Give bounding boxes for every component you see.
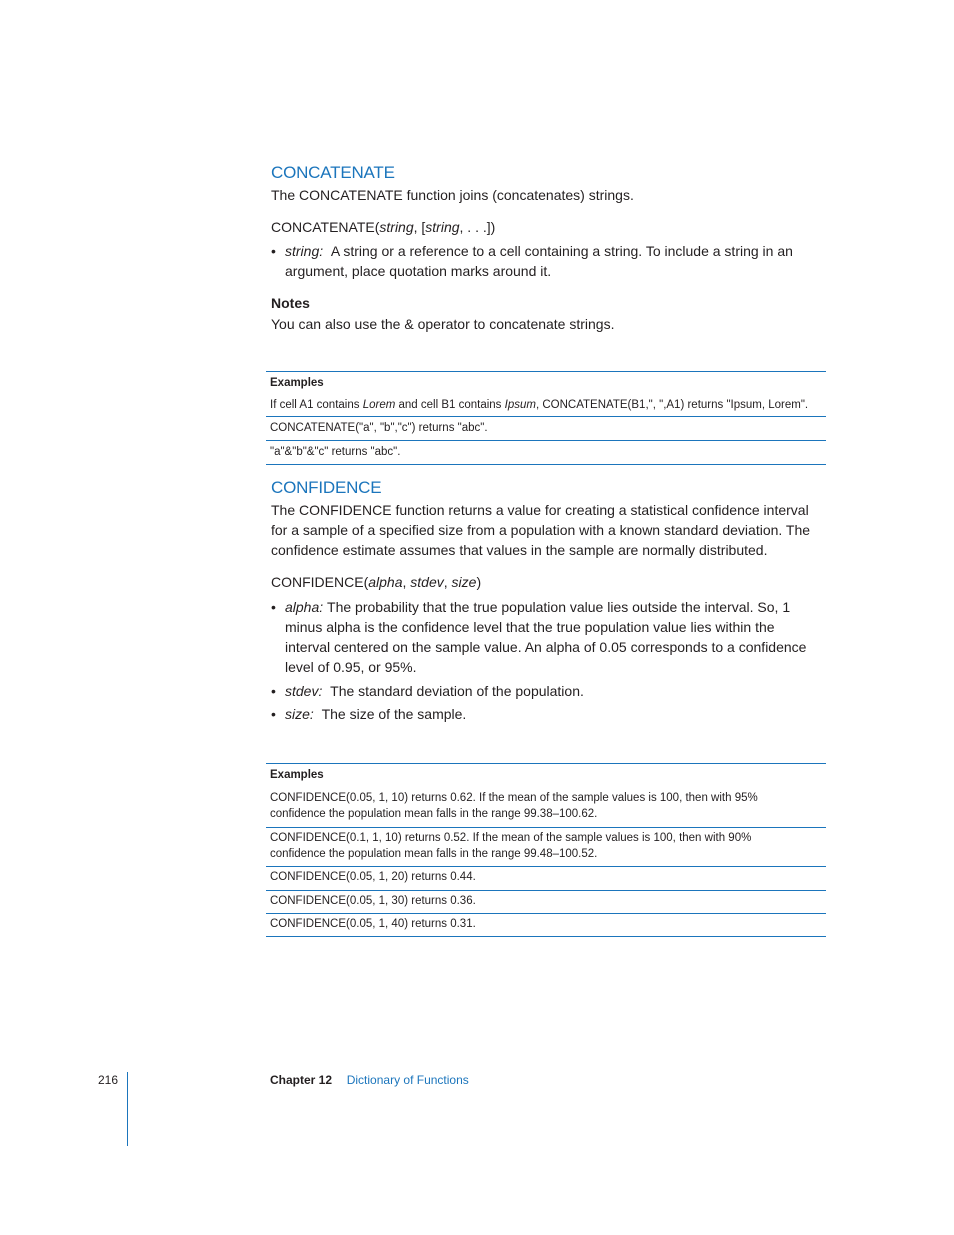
cell-text: and cell B1 contains [395,399,505,411]
concatenate-syntax [271,219,495,235]
argument-text-continued: argument, place quotation marks around it. [285,263,552,279]
footer-chapter [270,1073,469,1087]
confidence-description [271,500,831,560]
syntax-sep: , [402,574,411,590]
syntax-sep: , [443,574,452,590]
notes-text: You can also use the & operator to concatenate strings. [271,316,615,332]
argument-text: The size of the sample. [321,706,467,722]
bullet-icon: • [271,683,276,699]
confidence-syntax [271,574,481,590]
argument-text: A string or a reference to a cell containing a string. To include a string in an [330,243,793,259]
bullet-icon: • [271,706,276,722]
cell-text: Ipsum [504,399,536,411]
table-row: CONFIDENCE(0.05, 1, 40) returns 0.31. [266,914,826,937]
concatenate-description: The CONCATENATE function joins (concatenates) strings. [271,187,634,203]
argument-item-stdev [271,681,825,701]
table-row: CONFIDENCE(0.05, 1, 30) returns 0.36. [266,891,826,914]
argument-text-continued: minus alpha is the confidence level that the true population value lies within the [285,619,775,635]
confidence-heading: CONFIDENCE [271,478,382,497]
table-row [266,394,826,417]
syntax-arg: string [425,219,460,235]
examples-heading: Examples [270,769,324,781]
argument-term: alpha: [285,599,324,615]
argument-text: The probability that the true population value lies outside the interval. So, 1 [327,599,791,615]
syntax-function-name: CONFIDENCE [271,574,364,590]
syntax-sep: , [ [413,219,426,235]
syntax-function-name: CONCATENATE [271,219,375,235]
table-row [266,788,826,828]
bullet-icon: • [271,243,276,259]
argument-text: The standard deviation of the population. [330,683,584,699]
cell-text: Lorem [362,399,396,411]
table-row: "a"&"b"&"c" returns "abc". [266,441,826,465]
examples-heading: Examples [270,377,324,389]
bullet-icon: • [271,599,276,615]
syntax-arg: string [379,219,414,235]
description-line: confidence estimate assumes that values in the sample are normally distributed. [271,542,768,558]
argument-item-size [271,704,825,724]
description-line: for a sample of a specified size from a population with a known standard deviation. The [271,522,811,538]
description-line: The CONFIDENCE function returns a value for creating a statistical confidence interval [271,502,809,518]
argument-item-alpha [271,597,825,677]
table-row: CONFIDENCE(0.05, 1, 20) returns 0.44. [266,867,826,891]
chapter-label: Chapter 12 [270,1073,333,1087]
cell-text: confidence the population mean falls in the range 99.38–100.62. [270,808,598,820]
argument-term: size: [285,706,314,722]
cell-text: If cell A1 contains [270,399,363,411]
syntax-paren: ) [476,574,482,590]
cell-text: CONFIDENCE(0.1, 1, 10) returns 0.52. If the mean of the sample values is 100, then with 90% [270,832,752,844]
argument-text-continued: interval centered on the sample value. An alpha of 0.05 corresponds to a confidence [285,639,807,655]
notes-heading: Notes [271,295,310,311]
concatenate-examples-table [266,371,826,465]
cell-text: CONFIDENCE(0.05, 1, 10) returns 0.62. If the mean of the sample values is 100, then with 95% [270,792,758,804]
table-row: CONCATENATE("a", "b","c") returns "abc". [266,417,826,441]
cell-text: confidence the population mean falls in the range 99.48–100.52. [270,848,598,860]
syntax-arg: alpha [368,574,403,590]
table-row [266,828,826,867]
syntax-end: , . . .]) [459,219,496,235]
argument-item-string [271,241,825,281]
concatenate-heading: CONCATENATE [271,163,395,182]
confidence-examples-table [266,763,826,937]
syntax-arg: stdev [410,574,444,590]
syntax-arg: size [451,574,477,590]
chapter-title-link[interactable]: Dictionary of Functions [346,1073,469,1087]
page-number: 216 [98,1073,119,1087]
cell-text: , CONCATENATE(B1,", ",A1) returns "Ipsum, Lorem". [535,399,809,411]
argument-text-continued: level of 0.95, or 95%. [285,659,417,675]
argument-term: string: [285,243,324,259]
syntax-paren: ( [374,219,380,235]
argument-term: stdev: [285,683,323,699]
footer-divider [127,1072,128,1146]
syntax-paren: ( [363,574,369,590]
